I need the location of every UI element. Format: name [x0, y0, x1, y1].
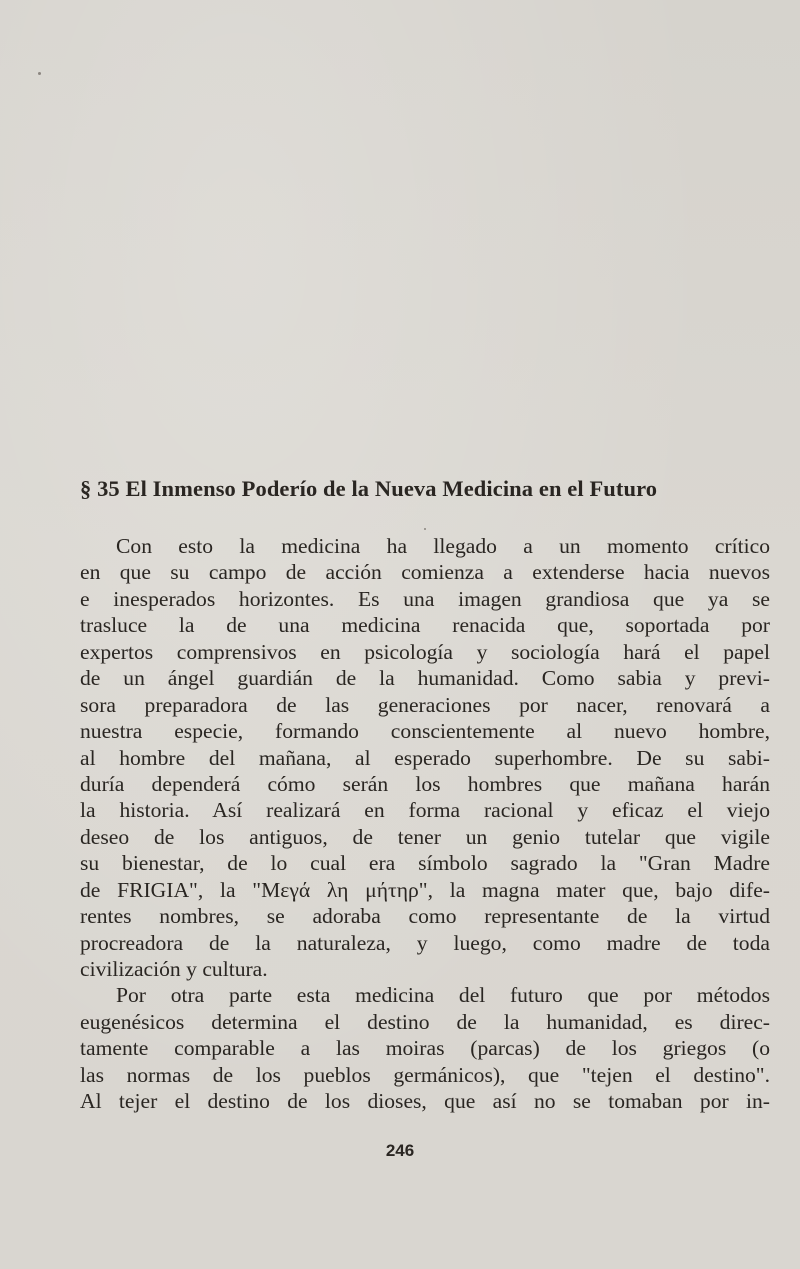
- text-line: eugenésicos determina el destino de la humanidad, es direc-: [80, 1009, 770, 1034]
- text-line: Con esto la medicina ha llegado a un momento crítico: [116, 534, 770, 558]
- text-line: Al tejer el destino de los dioses, que así no se tomaban por in-: [80, 1089, 770, 1114]
- text-line: la historia. Así realizará en forma racional y eficaz el viejo: [80, 798, 770, 823]
- text-line: las normas de los pueblos germánicos), que "tejen el destino".: [80, 1062, 770, 1087]
- text-line: al hombre del mañana, al esperado superhombre. De su sabi-: [80, 745, 770, 770]
- text-line: en que su campo de acción comienza a extenderse hacia nuevos: [80, 560, 770, 585]
- text-line: procreadora de la naturaleza, y luego, como madre de toda: [80, 930, 770, 955]
- body-text: [80, 533, 770, 1115]
- text-line: de FRIGIA", la "Μεγά λη μήτηρ", la magna mater que, bajo dife-: [80, 877, 770, 902]
- text-line: expertos comprensivos en psicología y sociología hará el papel: [80, 639, 770, 664]
- section-heading: § 35 El Inmenso Poderío de la Nueva Medicina en el Futuro: [80, 476, 658, 501]
- paper-speck: [424, 528, 426, 530]
- text-line: trasluce la de una medicina renacida que, soportada por: [80, 613, 770, 638]
- page-number: 246: [385, 1141, 415, 1160]
- text-line: rentes nombres, se adoraba como representante de la virtud: [80, 904, 770, 929]
- text-line: duría dependerá cómo serán los hombres que mañana harán: [80, 771, 770, 796]
- text-line: de un ángel guardián de la humanidad. Como sabia y previ-: [80, 666, 770, 691]
- text-line: deseo de los antiguos, de tener un genio tutelar que vigile: [80, 824, 770, 849]
- text-line: tamente comparable a las moiras (parcas) de los griegos (o: [80, 1036, 770, 1061]
- text-line: nuestra especie, formando conscientemente al nuevo hombre,: [80, 719, 770, 744]
- text-line: Por otra parte esta medicina del futuro que por métodos: [116, 983, 770, 1008]
- text-line: civilización y cultura.: [80, 957, 268, 981]
- text-line: sora preparadora de las generaciones por nacer, renovará a: [80, 692, 770, 717]
- text-line: e inesperados horizontes. Es una imagen grandiosa que ya se: [80, 586, 770, 611]
- paper-speck: [38, 72, 41, 75]
- text-line: su bienestar, de lo cual era símbolo sagrado la "Gran Madre: [80, 851, 770, 876]
